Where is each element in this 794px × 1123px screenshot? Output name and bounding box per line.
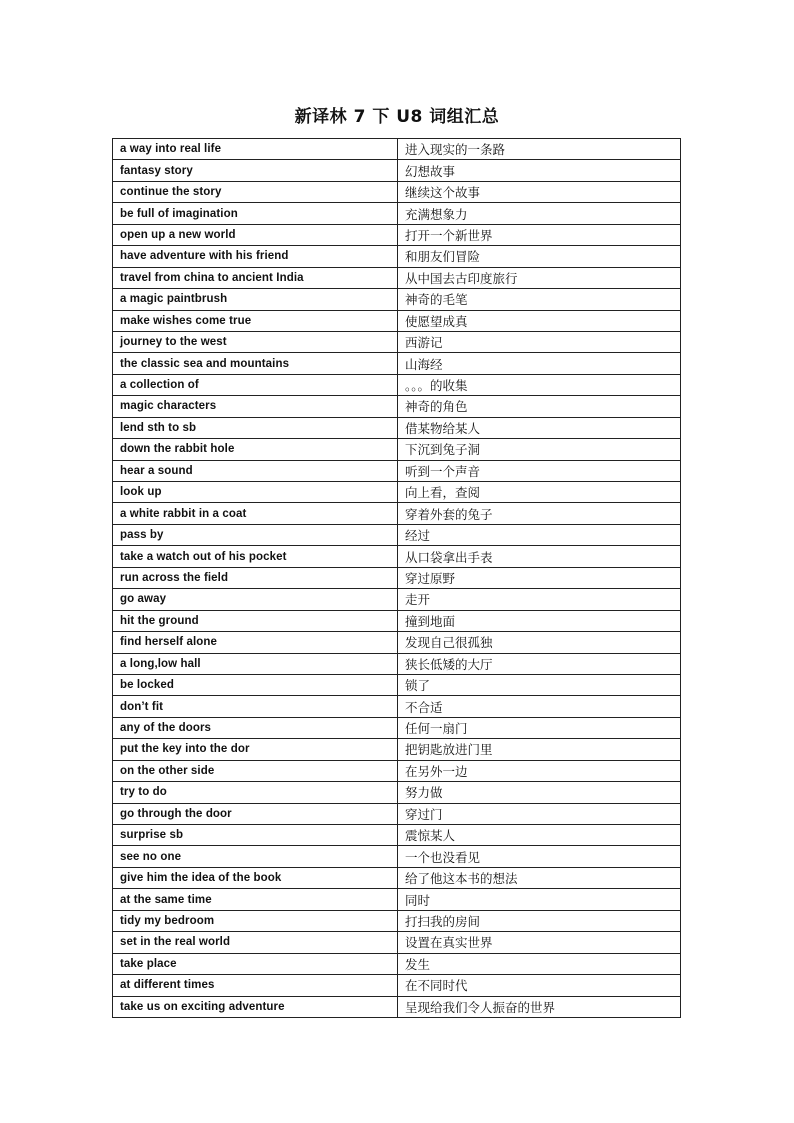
table-row xyxy=(113,267,681,288)
chinese-meaning-cell: 走开 xyxy=(398,589,681,610)
english-phrase-cell: a white rabbit in a coat xyxy=(113,503,398,524)
chinese-meaning-cell: 和朋友们冒险 xyxy=(398,246,681,267)
chinese-meaning-cell: 经过 xyxy=(398,524,681,545)
chinese-meaning-cell: 一个也没看见 xyxy=(398,846,681,867)
table-row xyxy=(113,975,681,996)
english-phrase-cell: hear a sound xyxy=(113,460,398,481)
table-row xyxy=(113,589,681,610)
chinese-meaning-cell: 山海经 xyxy=(398,353,681,374)
chinese-meaning-cell: 发现自己很孤独 xyxy=(398,632,681,653)
english-phrase-cell: try to do xyxy=(113,782,398,803)
chinese-meaning-cell: 使愿望成真 xyxy=(398,310,681,331)
english-phrase-cell: fantasy story xyxy=(113,160,398,181)
table-row xyxy=(113,310,681,331)
table-row xyxy=(113,782,681,803)
english-phrase-cell: the classic sea and mountains xyxy=(113,353,398,374)
chinese-meaning-cell: 狭长低矮的大厅 xyxy=(398,653,681,674)
table-row xyxy=(113,696,681,717)
english-phrase-cell: have adventure with his friend xyxy=(113,246,398,267)
chinese-meaning-cell: 穿着外套的兔子 xyxy=(398,503,681,524)
chinese-meaning-cell: 努力做 xyxy=(398,782,681,803)
table-row xyxy=(113,139,681,160)
english-phrase-cell: find herself alone xyxy=(113,632,398,653)
english-phrase-cell: take a watch out of his pocket xyxy=(113,546,398,567)
page-title: 新译林 7 下 U8 词组汇总 xyxy=(294,107,500,127)
english-phrase-cell: travel from china to ancient India xyxy=(113,267,398,288)
table-row xyxy=(113,524,681,545)
chinese-meaning-cell: 幻想故事 xyxy=(398,160,681,181)
table-row xyxy=(113,246,681,267)
english-phrase-cell: put the key into the dor xyxy=(113,739,398,760)
english-phrase-cell: any of the doors xyxy=(113,717,398,738)
english-phrase-cell: set in the real world xyxy=(113,932,398,953)
chinese-meaning-cell: 充满想象力 xyxy=(398,203,681,224)
english-phrase-cell: be locked xyxy=(113,674,398,695)
phrase-table-body xyxy=(113,139,681,1018)
table-row xyxy=(113,353,681,374)
english-phrase-cell: take us on exciting adventure xyxy=(113,996,398,1017)
table-row xyxy=(113,503,681,524)
chinese-meaning-cell: 把钥匙放进门里 xyxy=(398,739,681,760)
english-phrase-cell: a long,low hall xyxy=(113,653,398,674)
table-row xyxy=(113,760,681,781)
chinese-meaning-cell: 打扫我的房间 xyxy=(398,910,681,931)
english-phrase-cell: a collection of xyxy=(113,374,398,395)
table-row xyxy=(113,889,681,910)
english-phrase-cell: at different times xyxy=(113,975,398,996)
chinese-meaning-cell: 从中国去古印度旅行 xyxy=(398,267,681,288)
chinese-meaning-cell: 锁了 xyxy=(398,674,681,695)
table-row xyxy=(113,867,681,888)
english-phrase-cell: don’t fit xyxy=(113,696,398,717)
english-phrase-cell: run across the field xyxy=(113,567,398,588)
table-row xyxy=(113,653,681,674)
english-phrase-cell: make wishes come true xyxy=(113,310,398,331)
chinese-meaning-cell: 在不同时代 xyxy=(398,975,681,996)
english-phrase-cell: journey to the west xyxy=(113,331,398,352)
table-row xyxy=(113,996,681,1017)
table-row xyxy=(113,396,681,417)
table-row xyxy=(113,674,681,695)
english-phrase-cell: see no one xyxy=(113,846,398,867)
table-row xyxy=(113,739,681,760)
table-row xyxy=(113,460,681,481)
english-phrase-cell: magic characters xyxy=(113,396,398,417)
english-phrase-cell: lend sth to sb xyxy=(113,417,398,438)
chinese-meaning-cell: 设置在真实世界 xyxy=(398,932,681,953)
chinese-meaning-cell: 给了他这本书的想法 xyxy=(398,867,681,888)
table-row xyxy=(113,181,681,202)
chinese-meaning-cell: 借某物给某人 xyxy=(398,417,681,438)
table-row xyxy=(113,825,681,846)
table-row xyxy=(113,567,681,588)
english-phrase-cell: open up a new world xyxy=(113,224,398,245)
table-row xyxy=(113,439,681,460)
chinese-meaning-cell: 呈现给我们令人振奋的世界 xyxy=(398,996,681,1017)
english-phrase-cell: look up xyxy=(113,482,398,503)
english-phrase-cell: go away xyxy=(113,589,398,610)
table-row xyxy=(113,331,681,352)
english-phrase-cell: be full of imagination xyxy=(113,203,398,224)
english-phrase-cell: at the same time xyxy=(113,889,398,910)
chinese-meaning-cell: 下沉到兔子洞 xyxy=(398,439,681,460)
chinese-meaning-cell: 听到一个声音 xyxy=(398,460,681,481)
english-phrase-cell: a magic paintbrush xyxy=(113,289,398,310)
table-row xyxy=(113,374,681,395)
english-phrase-cell: on the other side xyxy=(113,760,398,781)
chinese-meaning-cell: 西游记 xyxy=(398,331,681,352)
table-row xyxy=(113,846,681,867)
english-phrase-cell: give him the idea of the book xyxy=(113,867,398,888)
chinese-meaning-cell: 撞到地面 xyxy=(398,610,681,631)
table-row xyxy=(113,953,681,974)
english-phrase-cell: surprise sb xyxy=(113,825,398,846)
chinese-meaning-cell: 继续这个故事 xyxy=(398,181,681,202)
chinese-meaning-cell: 穿过门 xyxy=(398,803,681,824)
chinese-meaning-cell: 在另外一边 xyxy=(398,760,681,781)
chinese-meaning-cell: 震惊某人 xyxy=(398,825,681,846)
chinese-meaning-cell: 神奇的角色 xyxy=(398,396,681,417)
chinese-meaning-cell: 打开一个新世界 xyxy=(398,224,681,245)
table-row xyxy=(113,546,681,567)
phrase-table xyxy=(112,138,681,1018)
table-row xyxy=(113,632,681,653)
table-row xyxy=(113,610,681,631)
english-phrase-cell: go through the door xyxy=(113,803,398,824)
table-row xyxy=(113,482,681,503)
table-row xyxy=(113,224,681,245)
table-row xyxy=(113,803,681,824)
english-phrase-cell: continue the story xyxy=(113,181,398,202)
table-row xyxy=(113,417,681,438)
table-row xyxy=(113,910,681,931)
english-phrase-cell: down the rabbit hole xyxy=(113,439,398,460)
chinese-meaning-cell: 穿过原野 xyxy=(398,567,681,588)
english-phrase-cell: tidy my bedroom xyxy=(113,910,398,931)
chinese-meaning-cell: 发生 xyxy=(398,953,681,974)
table-row xyxy=(113,160,681,181)
chinese-meaning-cell: 不合适 xyxy=(398,696,681,717)
chinese-meaning-cell: 任何一扇门 xyxy=(398,717,681,738)
chinese-meaning-cell: 进入现实的一条路 xyxy=(398,139,681,160)
table-row xyxy=(113,932,681,953)
english-phrase-cell: a way into real life xyxy=(113,139,398,160)
chinese-meaning-cell: 向上看，查阅 xyxy=(398,482,681,503)
chinese-meaning-cell: 。。。的收集 xyxy=(398,374,681,395)
english-phrase-cell: take place xyxy=(113,953,398,974)
english-phrase-cell: hit the ground xyxy=(113,610,398,631)
chinese-meaning-cell: 神奇的毛笔 xyxy=(398,289,681,310)
english-phrase-cell: pass by xyxy=(113,524,398,545)
chinese-meaning-cell: 从口袋拿出手表 xyxy=(398,546,681,567)
table-row xyxy=(113,289,681,310)
table-row xyxy=(113,203,681,224)
table-row xyxy=(113,717,681,738)
chinese-meaning-cell: 同时 xyxy=(398,889,681,910)
